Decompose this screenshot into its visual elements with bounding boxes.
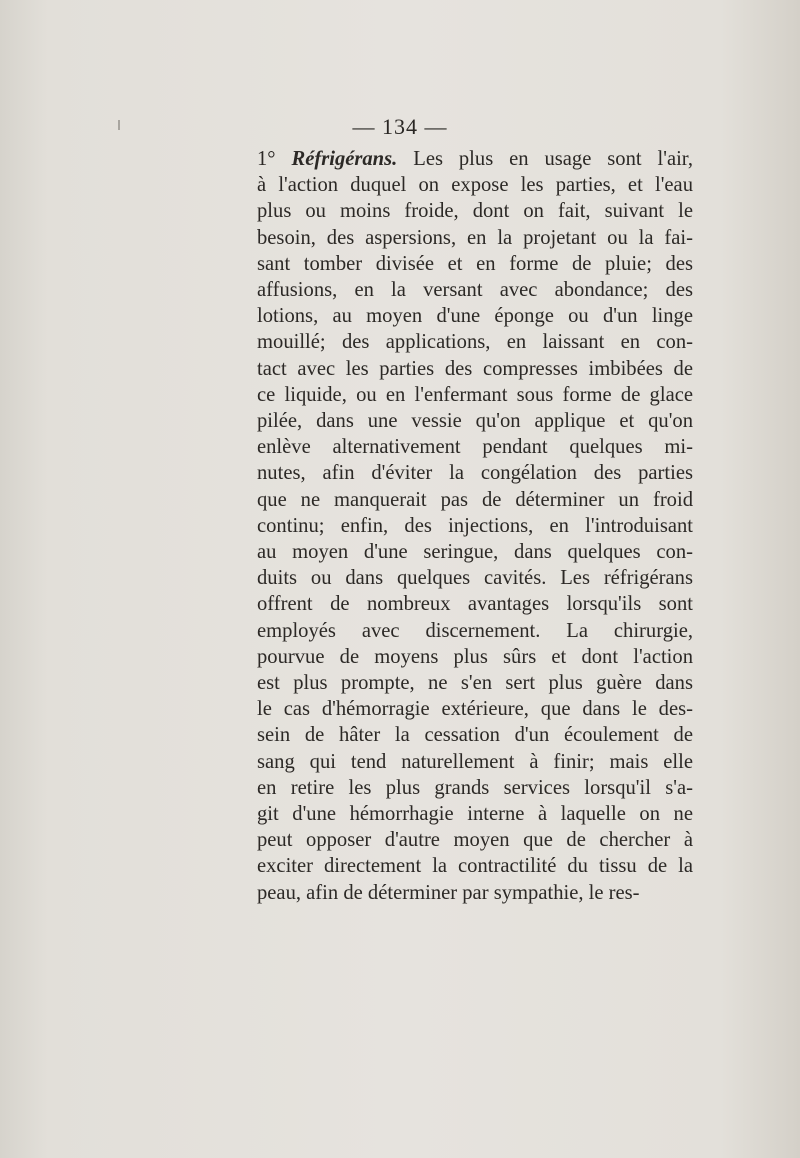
text-line: tact avec les parties des compresses imbibées de — [257, 357, 693, 380]
text-line: sein de hâter la cessation d'un écoulement de — [257, 724, 693, 747]
text-line: git d'une hémorrhagie interne à laquelle on ne — [257, 803, 693, 826]
text-line: pourvue de moyens plus sûrs et dont l'action — [257, 645, 693, 668]
section-heading: Réfrigérans. — [291, 148, 398, 170]
text-line: continu; enfin, des injections, en l'introduisant — [257, 514, 693, 537]
text-line: mouillé; des applications, en laissant en con- — [257, 331, 693, 354]
text-line: ce liquide, ou en l'enfermant sous forme de glace — [257, 383, 693, 406]
text-line: peut opposer d'autre moyen que de chercher à — [257, 829, 693, 852]
text-line: est plus prompte, ne s'en sert plus guère dans — [257, 672, 693, 695]
first-line-rest: Les plus en usage sont l'air, — [413, 148, 693, 170]
text-line: employés avec discernement. La chirurgie, — [257, 619, 693, 642]
text-line: pilée, dans une vessie qu'on applique et qu'on — [257, 410, 693, 433]
text-line: plus ou moins froide, dont on fait, suivant le — [257, 200, 693, 223]
text-line: nutes, afin d'éviter la congélation des parties — [257, 462, 693, 485]
text-line: offrent de nombreux avantages lorsqu'ils sont — [257, 593, 693, 616]
text-line: duits ou dans quelques cavités. Les réfrigérans — [257, 567, 693, 590]
text-line-first — [257, 146, 693, 172]
list-marker: 1° — [257, 148, 276, 170]
text-line: sang qui tend naturellement à finir; mais elle — [257, 750, 693, 773]
text-line: enlève alternativement pendant quelques mi- — [257, 436, 693, 459]
text-line: le cas d'hémorragie extérieure, que dans le des- — [257, 698, 693, 721]
text-line: que ne manquerait pas de déterminer un froid — [257, 488, 693, 511]
text-line: lotions, au moyen d'une éponge ou d'un linge — [257, 305, 693, 328]
text-line: peau, afin de déterminer par sympathie, le res- — [257, 881, 640, 904]
text-line: sant tomber divisée et en forme de pluie; des — [257, 252, 693, 275]
text-line: affusions, en la versant avec abondance; des — [257, 279, 693, 302]
text-line: au moyen d'une seringue, dans quelques con- — [257, 541, 693, 564]
text-line: à l'action duquel on expose les parties, et l'eau — [257, 174, 693, 197]
text-line: exciter directement la contractilité du tissu de la — [257, 855, 693, 878]
body-text — [257, 146, 693, 906]
page-number: — 134 — — [352, 114, 448, 139]
text-line: en retire les plus grands services lorsqu'il s'a- — [257, 776, 693, 799]
text-line: besoin, des aspersions, en la projetant ou la fai- — [257, 226, 693, 249]
